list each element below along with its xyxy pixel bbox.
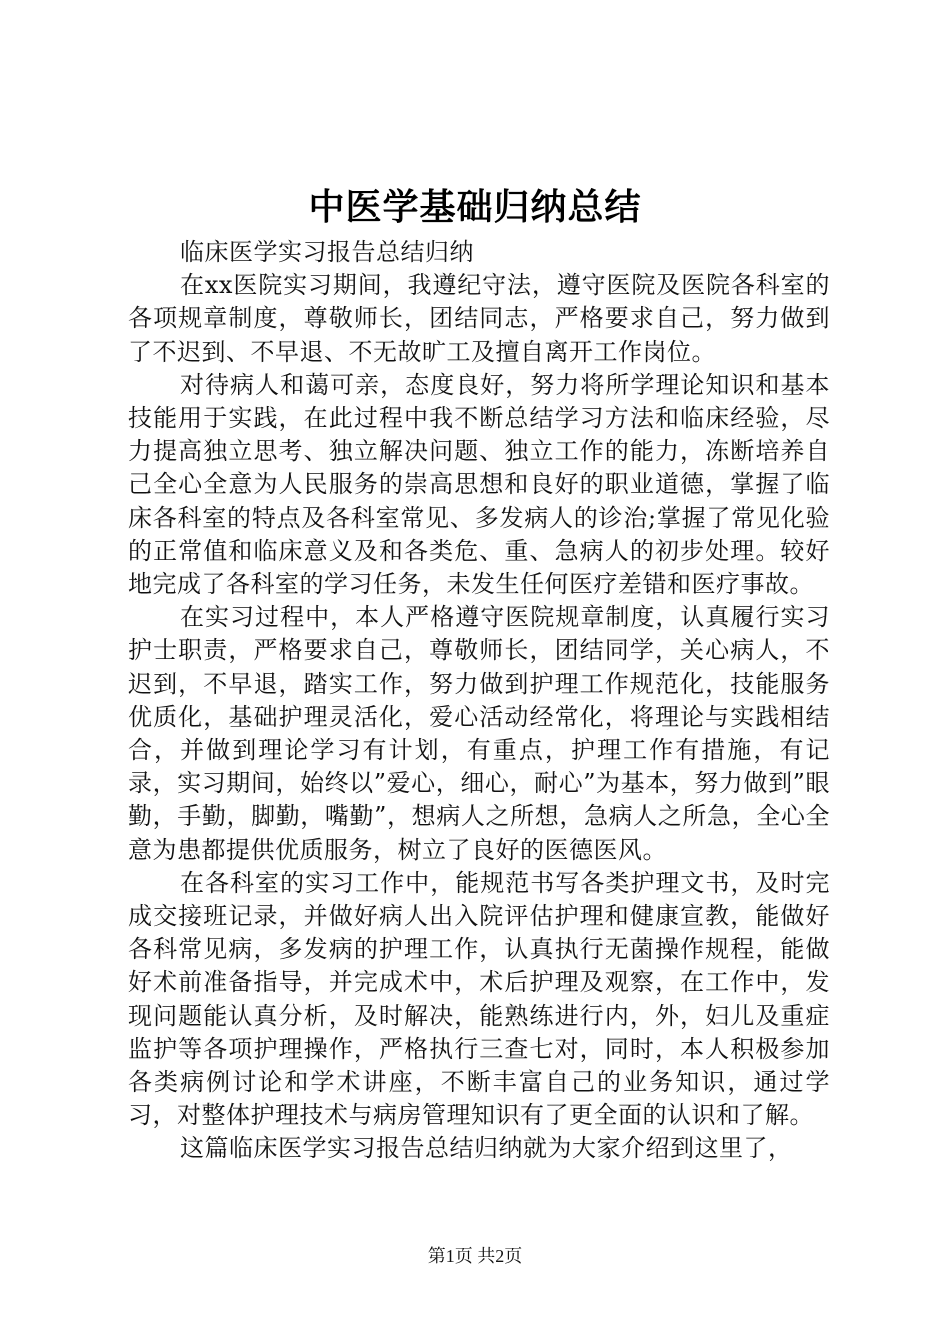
- paragraph: 在实习过程中，本人严格遵守医院规章制度，认真履行实习护士职责，严格要求自己，尊敬师长，团结同学，关心病人，不迟到，不早退，踏实工作，努力做到护理工作规范化，技能服务优质化，基础护理灵活化，爱心活动经常化，将理论与实践相结合，并做到理论学习有计划，有重点，护理工作有措施，有记录，实习期间，始终以”爱心，细心，耐心”为基本，努力做到”眼勤，手勤，脚勤，嘴勤”，想病人之所想，急病人之所急，全心全意为患都提供优质服务，树立了良好的医德医风。: [128, 603, 830, 864]
- paragraph: 在各科室的实习工作中，能规范书写各类护理文书，及时完成交接班记录，并做好病人出入院评估护理和健康宣教，能做好各科常见病，多发病的护理工作，认真执行无菌操作规程，能做好术前准备指导，并完成术中，术后护理及观察，在工作中，发现问题能认真分析，及时解决，能熟练进行内，外，妇儿及重症监护等各项护理操作，严格执行三查七对，同时，本人积极参加各类病例讨论和学术讲座，不断丰富自己的业务知识，通过学习，对整体护理技术与病房管理知识有了更全面的认识和了解。: [128, 868, 830, 1130]
- page-footer: 第1页 共2页: [427, 1246, 523, 1266]
- paragraph: 在xx医院实习期间，我遵纪守法，遵守医院及医院各科室的各项规章制度，尊敬师长，团结同志，严格要求自己，努力做到了不迟到、不早退、不无故旷工及擅自离开工作岗位。: [128, 271, 830, 366]
- paragraph-subtitle: 临床医学实习报告总结归纳: [180, 238, 474, 266]
- document-body: [128, 236, 830, 1166]
- document-title: 中医学基础归纳总结: [308, 187, 642, 228]
- paragraph: 这篇临床医学实习报告总结归纳就为大家介绍到这里了，: [180, 1134, 793, 1163]
- paragraph: 对待病人和蔼可亲，态度良好，努力将所学理论知识和基本技能用于实践，在此过程中我不断总结学习方法和临床经验，尽力提高独立思考、独立解决问题、独立工作的能力，冻断培养自己全心全意为人民服务的崇高思想和良好的职业道德，掌握了临床各科室的特点及各科室常见、多发病人的诊治;掌握了常见化验的正常值和临床意义及和各类危、重、急病人的初步处理。较好地完成了各科室的学习任务，未发生任何医疗差错和医疗事故。: [128, 370, 830, 599]
